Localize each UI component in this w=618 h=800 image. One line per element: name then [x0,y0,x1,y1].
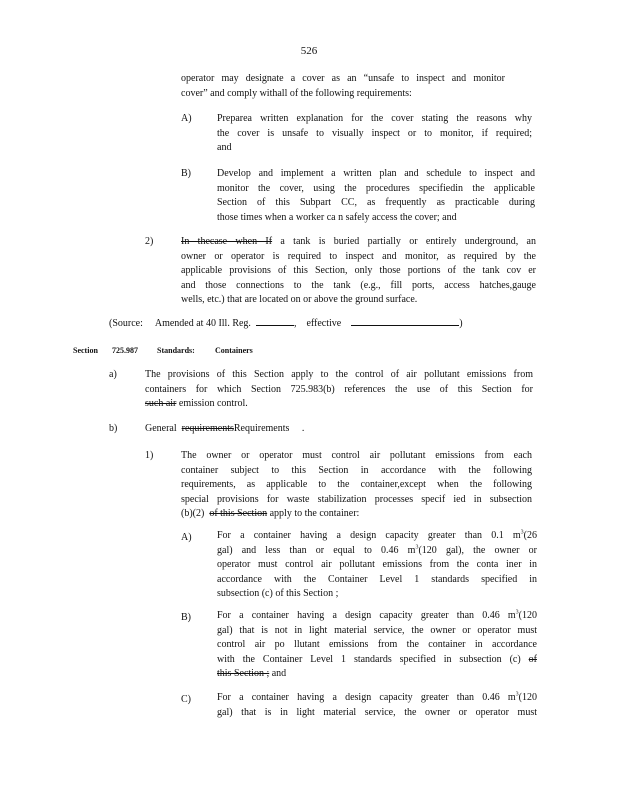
superscript: 3 [515,691,519,698]
superscript: 3 [415,544,419,551]
requirements-text: Requirements [233,423,290,434]
register-blank [256,316,294,326]
subsection-text [145,368,533,412]
section-number: 725.987 [112,346,138,355]
section-subject: Containers [215,346,253,355]
intro-line: cover” and comply withall of the following requirements: [181,87,412,99]
intro-paragraph [181,72,505,101]
source-comma: , [293,318,297,329]
item-label: A) [181,532,192,543]
item-line [181,235,536,250]
superscript: 3 [515,609,519,616]
item-line [217,653,537,668]
item-text-fragment: For a container having a design capacity greater than 0.46 m [217,610,516,621]
struck-text: this Section ; [217,668,270,679]
struck-text: requirements [181,423,234,434]
section-title: Standards: [157,346,195,355]
item-line: the cover is unsafe to visually inspect or to monitor, if required; [217,127,532,139]
subsection-label: b) [109,423,118,434]
item-text [217,112,532,156]
item-line: and [217,142,232,153]
source-note [109,316,463,332]
source-prefix: (Source: [109,318,143,329]
item-text-fragment: gal) and less than or equal to 0.46 m [217,544,416,556]
subsection-line: The provisions of this Section apply to the control of air pollutant emissions from [145,369,533,380]
item-line [217,691,537,706]
item-text-fragment: and [269,668,287,679]
item-text [217,529,537,602]
item-line: Develop and implement a written plan and schedule to inspect and [217,168,535,179]
item-line: subsection (c) of this Section ; [217,588,339,599]
struck-text: such air [145,398,177,409]
item-label: A) [181,113,192,124]
item-line: gal) that is not in light material service, the owner or operator must [217,624,537,636]
item-line: operator must control air pollutant emissions from the conta iner in [217,559,537,570]
item-text-fragment: For a container having a design capacity greater than 0.1 m [217,530,521,541]
struck-text: In thecase when If [181,236,273,247]
item-text-fragment: with the Container Level 1 standards specified in subsection (c) [217,653,521,665]
item-line: monitor the cover, using the procedures specifiedin the applicable [217,182,535,194]
item-label: C) [181,694,191,705]
page-number: 526 [300,45,318,57]
item-line: control air po llutant emissions from the container in accordance [217,639,537,650]
item-text [181,235,536,308]
item-line: owner or operator is required to inspect and monitor, as required by the [181,250,536,262]
heading-period: . [301,423,305,434]
item-text-fragment: (120 [518,692,537,703]
general-text: General [145,423,177,434]
source-text: Amended at 40 Ill. Reg. [154,318,251,329]
item-line: applicable provisions of this Section, only those portions of the tank cov er [181,265,536,276]
subsection-line [145,397,533,412]
item-text-fragment: a tank is buried partially or entirely underground, an [272,236,536,247]
item-line: The owner or operator must control air pollutant emissions from each [181,450,532,461]
superscript: 3 [520,529,524,536]
item-text [217,167,535,225]
item-line: and those connections to the tank (e.g., fill ports, access hatches,gauge [181,279,536,291]
intro-line: operator may designate a cover as an “unsafe to inspect and monitor [181,73,505,84]
item-label: 2) [145,236,154,247]
item-label: B) [181,168,191,179]
item-line [217,667,537,682]
item-text-fragment: (26 [523,530,537,541]
source-close: ) [459,318,463,329]
item-text [217,609,537,682]
item-line: those times when a worker ca n safely access the cover; and [217,211,457,223]
item-line: Preparea written explanation for the cover stating the reasons why [217,113,532,124]
item-text-fragment: For a container having a design capacity greater than 0.46 m [217,692,516,703]
item-line: gal) that is in light material service, the owner or operator must [217,706,537,718]
subsection-text-fragment: emission control. [176,398,248,409]
item-line [181,507,532,522]
struck-text: of [528,653,537,665]
effective-date-blank [351,316,459,326]
subsection-label: a) [109,369,117,380]
item-text-fragment: apply to the container: [269,508,360,519]
subsection-line: containers for which Section 725.983(b) references the use of this Section for [145,383,533,395]
source-effective: effective [306,318,342,329]
item-line [217,544,537,559]
item-text [181,449,532,522]
item-line: container subject to this Section in accordance with the following [181,464,532,476]
item-label: 1) [145,450,154,461]
item-line [217,529,537,544]
subsection-heading [145,422,304,437]
item-text [217,691,537,720]
item-line [217,609,537,624]
item-text-fragment: (120 gal), the owner or [418,544,537,556]
item-line: requirements, as applicable to the container,except when the following [181,479,532,490]
struck-text: of this Section [209,508,268,519]
item-label: B) [181,612,191,623]
item-line: accordance with the Container Level 1 standards specified in [217,573,537,585]
item-line: Section of this Subpart CC, as frequently as practicable during [217,197,535,208]
item-line: special provisions for waste stabilization processes specif ied in subsection [181,493,532,505]
item-text-fragment: (120 [518,610,537,621]
section-label: Section [73,346,98,355]
item-line: wells, etc.) that are located on or above the ground surface. [181,294,418,305]
item-text-fragment: (b)(2) [181,508,205,519]
